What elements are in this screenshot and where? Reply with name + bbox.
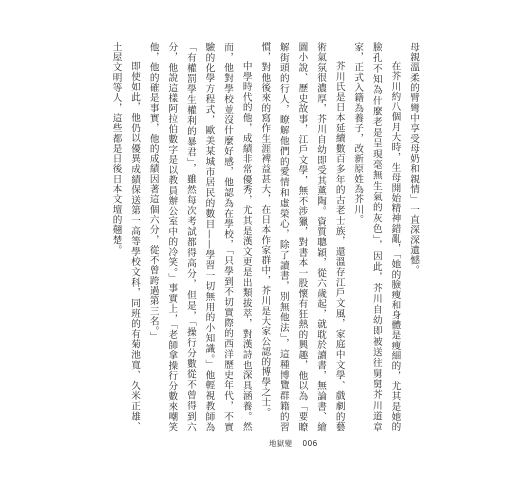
- paragraph: 母親溫柔的臂彎中享受母奶和親情」一直深深遺憾。: [408, 42, 419, 276]
- paragraph: 中學時代的他，成績非常優秀，尤其是漢文更是出類拔萃，對漢詩也深具涵養。然而，他對學校並沒什麼好感，他認為在學校，「只學到不切實際的西洋歷史年代，不實驗的化學方程式，歐美某城市居民的數目——學習一切無用的小知識。」他輕視教師為「有權罰學生權利的暴君」，雖然每次考試都得高分，但是，「操行分數從不曾得到六分，他說這樣阿拉伯數字是以教員辦公室中的冷笑。」事實上，「老師拿操行分數來嘲笑他，他的確是事實，他的成績因著這個六分，從不曾跨過第三名。」: [147, 42, 252, 432]
- paragraph: 即使如此，他仍以優異成績保送第一高等學校文科，同班的有菊池寬、久米正雄、土屋文明等人，這些都是日後日本文壇的翹楚。: [110, 42, 141, 432]
- running-title: 地獄變: [269, 439, 293, 448]
- page-footer: [269, 438, 318, 449]
- page-number: 006: [302, 439, 318, 448]
- paragraph: 在芥川約八個月大時，生母開始精神錯亂，「她的臉瘦和身體是瘦細的，尤其是她的臉孔不知為什麼老是呈現毫無生氣的灰色」，因此，芥川自幼即被送往舅舅芥川道章家，正式入籍為養子，改新原姓為芥川。: [352, 42, 401, 432]
- paragraph: 芥川氏是日本延續數百多年的古老士族，還溫存江戶文風，家庭中文學、戲劇的藝術氣氛很濃厚，芥川自幼即受其薰陶。資質聰穎，從六歲起，就耽於讀書，無論書、繪圖小說、歷史故事，江戶文學，無不涉獵，對書本一股懷有狂熱的興趣，他以為「要瞭解街頭的行人，瞭解他們的愛情和虛榮心，除了讀書，別無他法」，這種博覽群籍的習慣，對他後來的寫作生涯裨益甚大，在日本作家群中，芥川是大家公認的博學之士。: [259, 42, 345, 432]
- body-text-vertical: [106, 42, 422, 432]
